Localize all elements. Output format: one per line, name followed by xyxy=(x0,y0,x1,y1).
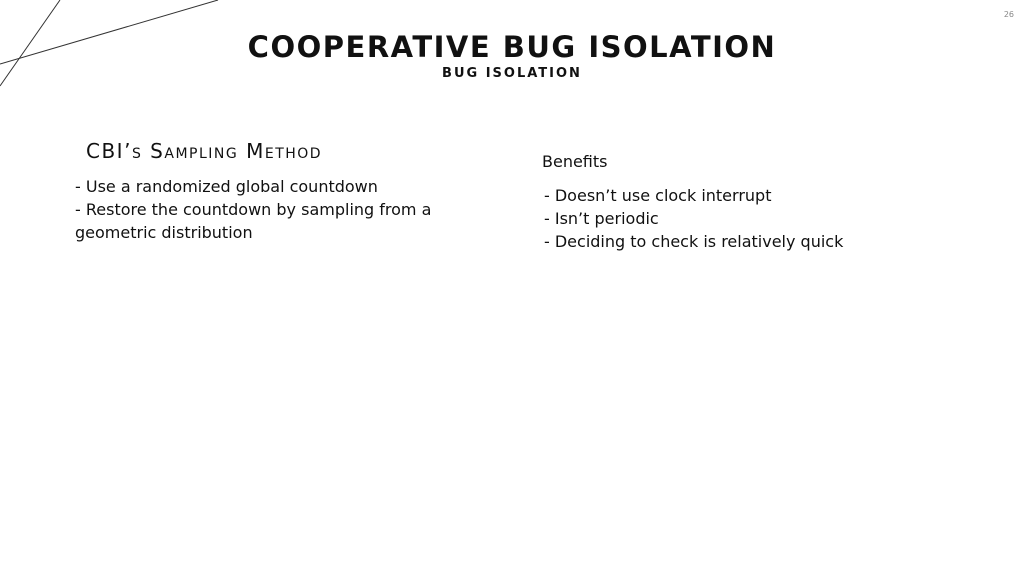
slide-number: 26 xyxy=(1003,10,1014,19)
right-bullet-1: - Doesn’t use clock interrupt xyxy=(544,186,772,205)
slide-subtitle: BUG ISOLATION xyxy=(442,66,582,81)
right-bullet-2: - Isn’t periodic xyxy=(544,209,659,228)
left-column-heading: CBI’s Sampling Method xyxy=(86,139,323,163)
right-column-body xyxy=(544,184,964,253)
right-column-heading: Benefits xyxy=(542,152,608,171)
left-bullet-2: - Restore the countdown by sampling from a geometric distribution xyxy=(75,200,432,242)
left-bullet-1: - Use a randomized global countdown xyxy=(75,177,378,196)
slide-title: COOPERATIVE BUG ISOLATION xyxy=(247,30,777,64)
left-column-body xyxy=(75,175,475,244)
right-bullet-3: - Deciding to check is relatively quick xyxy=(544,232,844,251)
